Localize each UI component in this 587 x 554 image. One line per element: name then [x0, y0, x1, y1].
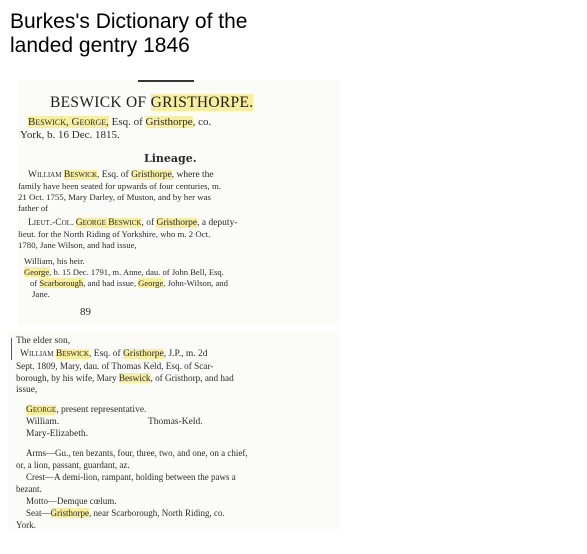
text-line: Sept. 1809, Mary, dau. of Thomas Keld, Esq. of Scar-: [16, 361, 214, 371]
text-line: issue,: [16, 385, 38, 395]
text-line: George, b. 15 Dec. 1791, m. Anne, dau. of John Bell, Esq.: [24, 267, 224, 277]
issue-mary: Mary-Elizabeth.: [26, 429, 88, 439]
text-line: family have been seated for upwards of four centuries, m.: [18, 181, 221, 191]
seat-line: York.: [16, 520, 36, 530]
text-line: lieut. for the North Riding of Yorkshire, who m. 2 Oct.: [18, 229, 211, 239]
text-line: William, his heir.: [24, 256, 85, 266]
text-line: 21 Oct. 1755, Mary Darley, of Muston, and by her was: [18, 192, 211, 202]
text-line: The elder son,: [16, 336, 71, 346]
issue-william: William.: [26, 417, 60, 427]
arms-line: or, a lion, passant, guardant, az.: [16, 460, 130, 470]
seat-line: Seat—Gristhorpe, near Scarborough, North Riding, co.: [26, 508, 225, 518]
top-rule: [138, 80, 194, 82]
text-line: Lieut.-Col. George Beswick, of Gristhorpe, a deputy-: [28, 218, 238, 228]
page-caption: Burkes's Dictionary of the landed gentry 1846: [10, 10, 248, 57]
margin-bar: [11, 338, 12, 360]
entry-birth-line: York, b. 16 Dec. 1815.: [20, 129, 120, 141]
lineage-heading: Lineage.: [144, 152, 197, 165]
text-line: 1780, Jane Wilson, and had issue,: [18, 240, 137, 250]
crest-line: Crest—A demi-lion, rampant, holding between the paws a: [26, 472, 236, 482]
text-line: borough, by his wife, Mary Beswick, of Gristhorp, and had: [16, 373, 234, 383]
page-number: 89: [80, 306, 91, 318]
issue-george: George, present representative.: [26, 405, 147, 415]
text-line: Jane.: [32, 289, 50, 299]
text-line: father of: [18, 203, 49, 213]
motto-line: Motto—Demque cœlum.: [26, 496, 117, 506]
issue-thomas: Thomas-Keld.: [148, 417, 203, 427]
entry-title: BESWICK OF GRISTHORPE.: [50, 94, 254, 111]
text-line: William Beswick, Esq. of Gristhorpe, J.P., m. 2d: [20, 349, 208, 359]
text-line: of Scarborough, and had issue, George, John-Wilson, and: [30, 278, 228, 288]
crest-line: bezant.: [16, 484, 42, 494]
text-line: William Beswick, Esq. of Gristhorpe, where the: [28, 170, 214, 180]
arms-line: Arms—Gu., ten bezants, four, three, two, and one, on a chief,: [26, 448, 248, 458]
scan-clipping-top: [18, 80, 340, 326]
entry-heading-line: Beswick, George, Esq. of Gristhorpe, co.: [28, 116, 212, 128]
scan-clipping-bottom: [8, 330, 340, 530]
